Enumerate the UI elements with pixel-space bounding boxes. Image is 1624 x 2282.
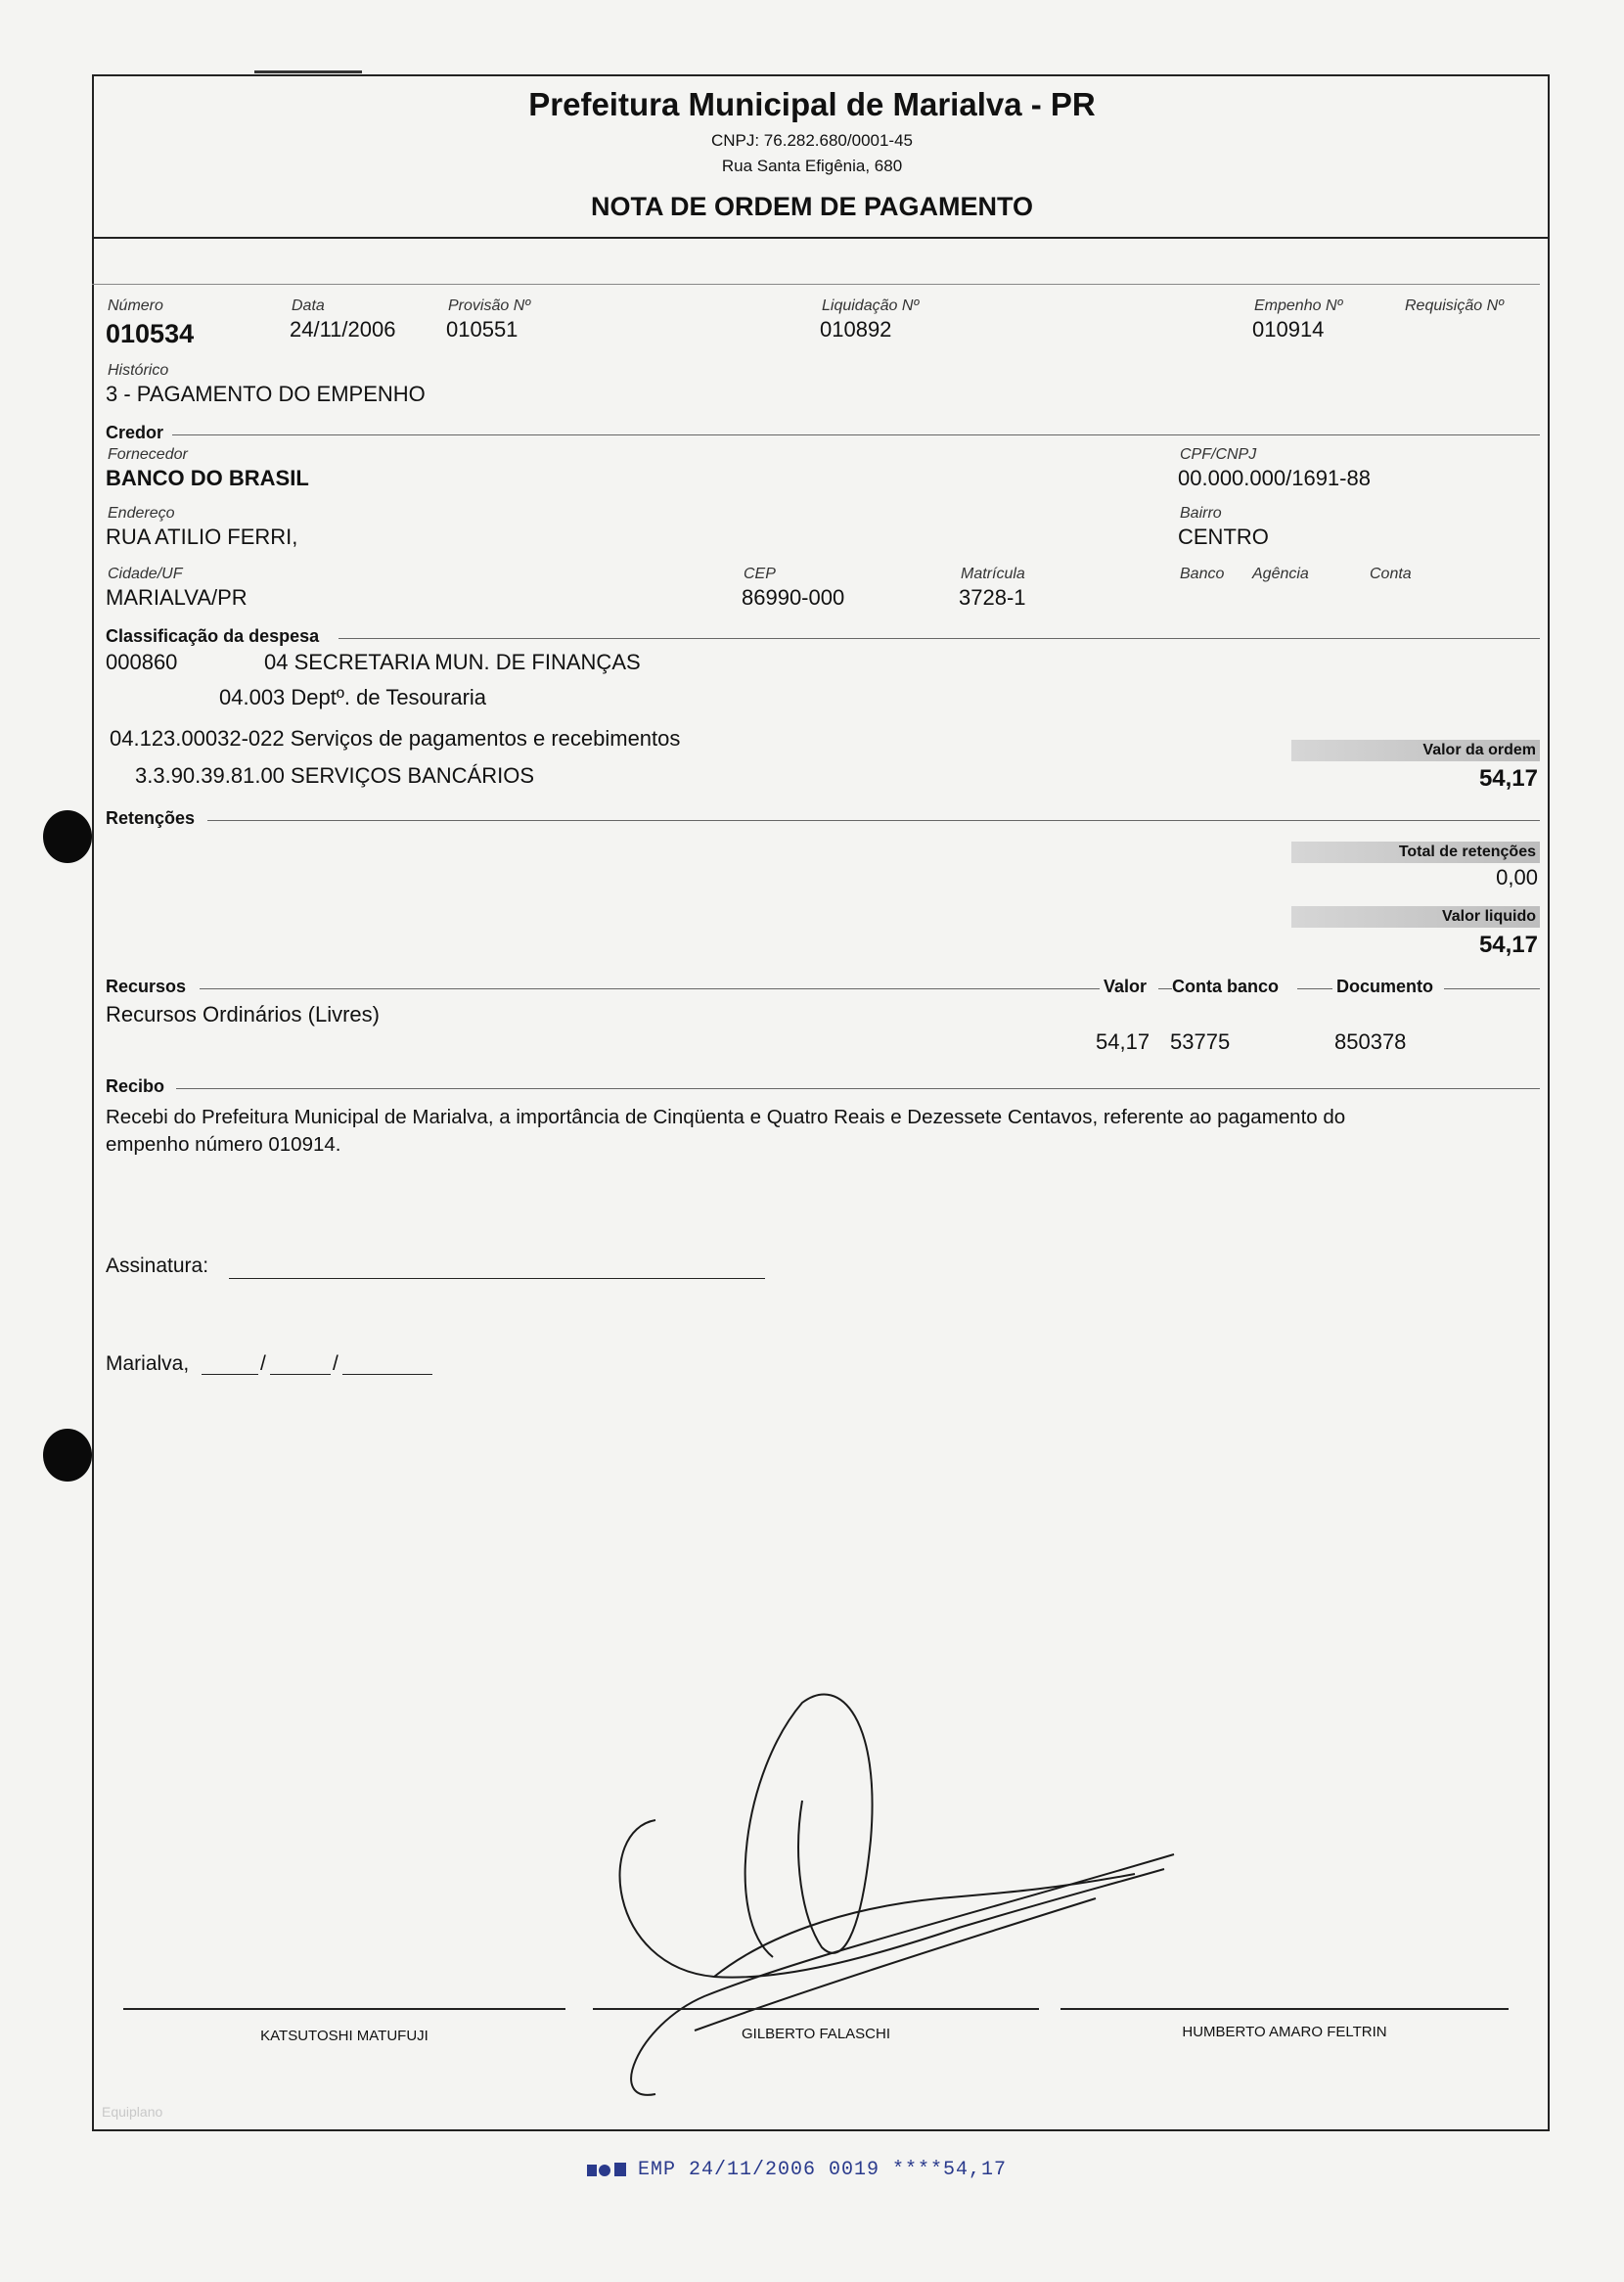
endereco-label: Endereço: [108, 505, 175, 522]
liquidacao-value: 010892: [820, 317, 892, 342]
provisao-value: 010551: [446, 317, 519, 342]
equiplano-mark: Equiplano: [102, 2104, 163, 2120]
header-divider: [92, 237, 1548, 239]
classificacao-line2: 04.003 Deptº. de Tesouraria: [219, 685, 487, 709]
classificacao-section: Classificação da despesa: [106, 626, 320, 646]
recibo-text-2: empenho número 010914.: [106, 1133, 341, 1156]
date-slash: /: [260, 1352, 266, 1375]
cnpj-text: CNPJ: 76.282.680/0001-45: [710, 131, 914, 150]
empenho-label: Empenho Nº: [1254, 297, 1343, 314]
date-year-line: [342, 1374, 432, 1375]
classificacao-code: 000860: [106, 650, 178, 674]
recursos-doc-header: Documento: [1336, 977, 1433, 996]
date-day-line: [202, 1374, 258, 1375]
recursos-conta-header: Conta banco: [1172, 977, 1280, 996]
valor-liquido-label: Valor liquido: [1441, 908, 1536, 925]
historico-label: Histórico: [108, 362, 169, 379]
frame-tick: [254, 70, 362, 73]
recursos-descricao: Recursos Ordinários (Livres): [106, 1002, 380, 1027]
bank-stamp: EMP 24/11/2006 0019 ****54,17: [638, 2159, 1008, 2181]
banco-label: Banco: [1180, 566, 1225, 582]
recibo-section: Recibo: [106, 1076, 165, 1096]
conta-label: Conta: [1370, 566, 1412, 582]
provisao-label: Provisão Nº: [448, 297, 531, 314]
valor-liquido-value: 54,17: [1478, 932, 1538, 958]
recursos-line: [1158, 988, 1172, 989]
total-retencoes-label: Total de retenções: [1398, 844, 1536, 860]
classificacao-line4: 3.3.90.39.81.00 SERVIÇOS BANCÁRIOS: [135, 763, 535, 788]
numero-value: 010534: [106, 319, 195, 348]
recursos-valor: 54,17: [1096, 1029, 1150, 1054]
page-title: Prefeitura Municipal de Marialva - PR: [528, 86, 1096, 122]
fornecedor-value: BANCO DO BRASIL: [106, 466, 309, 490]
bairro-value: CENTRO: [1178, 525, 1269, 549]
data-value: 24/11/2006: [290, 317, 396, 342]
valor-ordem-value: 54,17: [1478, 765, 1538, 792]
signatory-1: KATSUTOSHI MATUFUJI: [260, 2028, 429, 2044]
empenho-value: 010914: [1252, 317, 1325, 342]
cep-label: CEP: [744, 566, 776, 582]
credor-line: [172, 434, 1540, 435]
matricula-label: Matrícula: [961, 566, 1025, 582]
numero-label: Número: [108, 297, 163, 314]
recursos-line: [200, 988, 1100, 989]
date-slash: /: [333, 1352, 338, 1375]
cep-value: 86990-000: [742, 585, 845, 610]
retencoes-line: [207, 820, 1540, 821]
recibo-text-1: Recebi do Prefeitura Municipal de Marialva, a importância de Cinqüenta e Quatro Reais e Dezessete Centavos, referente ao pagamento do: [106, 1106, 1346, 1128]
recursos-conta: 53775: [1170, 1029, 1231, 1054]
classificacao-line3: 04.123.00032-022 Serviços de pagamentos e recebimentos: [110, 726, 681, 751]
historico-value: 3 - PAGAMENTO DO EMPENHO: [106, 382, 426, 406]
liquidacao-label: Liquidação Nº: [822, 297, 920, 314]
handwritten-signature: [548, 1683, 1194, 2114]
signature-line-2: [593, 2008, 1039, 2010]
recibo-line: [176, 1088, 1540, 1089]
recursos-line: [1444, 988, 1540, 989]
endereco-value: RUA ATILIO FERRI,: [106, 525, 298, 549]
cidade-value: MARIALVA/PR: [106, 585, 248, 610]
fornecedor-label: Fornecedor: [108, 446, 188, 463]
recursos-valor-header: Valor: [1104, 977, 1148, 996]
credor-section: Credor: [106, 423, 164, 442]
matricula-value: 3728-1: [959, 585, 1026, 610]
assinatura-line: [229, 1278, 765, 1279]
cpf-value: 00.000.000/1691-88: [1178, 466, 1371, 490]
signatory-3: HUMBERTO AMARO FELTRIN: [1182, 2024, 1387, 2040]
requisicao-label: Requisição Nº: [1405, 297, 1504, 314]
recursos-line: [1297, 988, 1332, 989]
address-text: Rua Santa Efigênia, 680: [721, 157, 903, 175]
recursos-documento: 850378: [1334, 1029, 1407, 1054]
date-month-line: [270, 1374, 331, 1375]
recursos-section: Recursos: [106, 977, 187, 996]
classificacao-line1: 04 SECRETARIA MUN. DE FINANÇAS: [264, 650, 641, 674]
data-label: Data: [292, 297, 325, 314]
signature-line-1: [123, 2008, 565, 2010]
doc-title: NOTA DE ORDEM DE PAGAMENTO: [590, 192, 1033, 221]
signatory-2: GILBERTO FALASCHI: [742, 2026, 890, 2042]
signature-line-3: [1060, 2008, 1509, 2010]
punch-hole: [43, 810, 92, 863]
info-divider: [92, 284, 1540, 285]
assinatura-label: Assinatura:: [106, 1255, 209, 1277]
cidade-label: Cidade/UF: [108, 566, 183, 582]
agencia-label: Agência: [1252, 566, 1309, 582]
valor-ordem-label: Valor da ordem: [1422, 742, 1536, 758]
total-retencoes-value: 0,00: [1496, 865, 1538, 890]
retencoes-section: Retenções: [106, 808, 196, 828]
bank-logo-icon: [585, 2159, 630, 2180]
bairro-label: Bairro: [1180, 505, 1222, 522]
cpf-label: CPF/CNPJ: [1180, 446, 1257, 463]
punch-hole: [43, 1429, 92, 1482]
local-label: Marialva,: [106, 1352, 190, 1375]
classificacao-line: [338, 638, 1540, 639]
